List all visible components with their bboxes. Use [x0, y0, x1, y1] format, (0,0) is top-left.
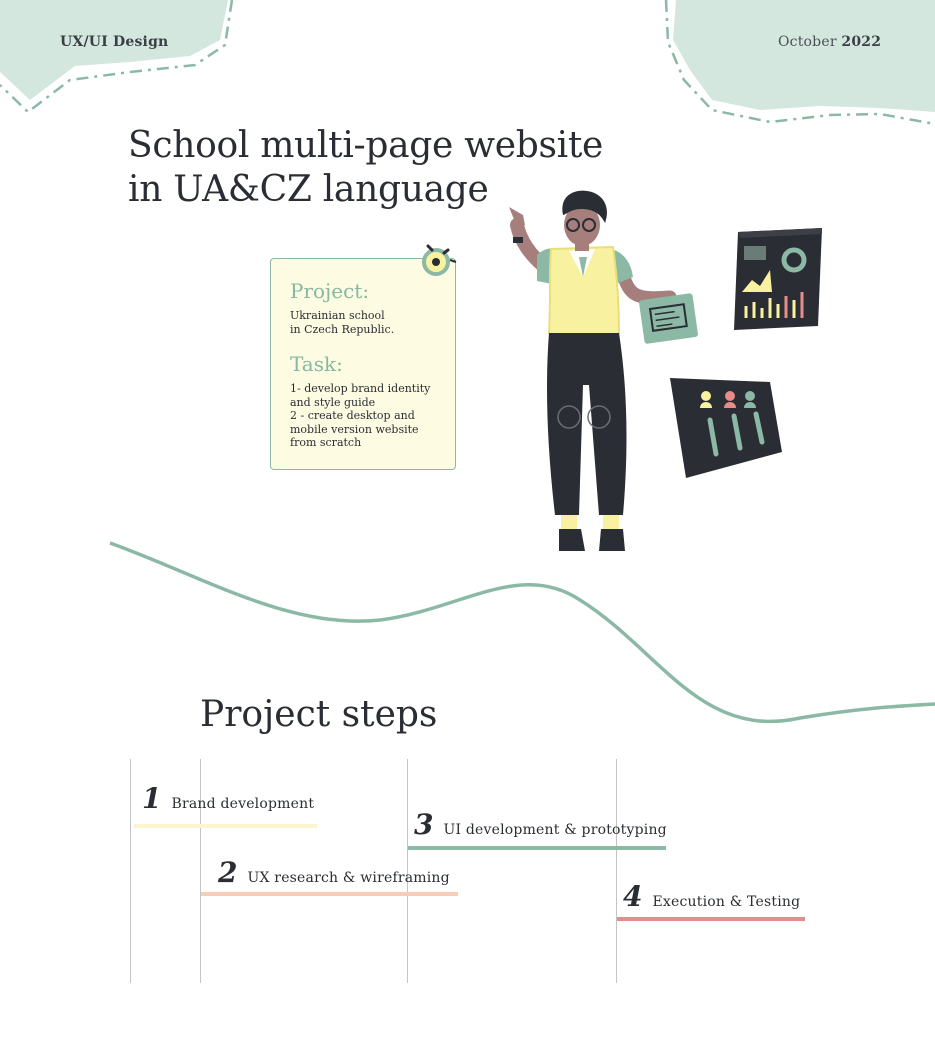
category-tag-text: UX/UI Design — [60, 34, 169, 50]
step-4-label: Execution & Testing — [652, 894, 801, 910]
project-description: Ukrainian school in Czech Republic. — [290, 309, 395, 336]
title-line-1: School multi-page website — [128, 125, 604, 166]
step-3-number: 3 — [414, 808, 434, 841]
steps-title: Project steps — [200, 694, 438, 735]
step-1-bar — [134, 824, 317, 828]
date-year: 2022 — [841, 34, 882, 50]
step-2 — [218, 856, 450, 889]
step-1-number: 1 — [142, 782, 162, 815]
step-1-label: Brand development — [171, 796, 315, 812]
step-1 — [142, 782, 314, 815]
top-left-blob — [0, 0, 228, 100]
timeline-gridline — [616, 759, 617, 983]
step-2-label: UX research & wireframing — [247, 870, 450, 886]
task-heading: Task: — [290, 352, 343, 376]
step-4 — [623, 880, 800, 913]
step-3-bar — [408, 846, 666, 850]
chart-screen-illustration — [730, 226, 826, 334]
category-tag — [60, 34, 168, 50]
top-right-blob — [673, 0, 935, 112]
step-3-label: UI development & prototyping — [443, 822, 667, 838]
step-4-bar — [617, 917, 805, 921]
step-4-number: 4 — [623, 880, 643, 913]
step-2-number: 2 — [218, 856, 238, 889]
alarm-clock-icon — [418, 240, 458, 280]
task-description: 1- develop brand identity and style guide 2 - create desktop and mobile version website from scratch — [290, 382, 431, 449]
step-3 — [414, 808, 667, 841]
person-illustration — [495, 185, 710, 557]
date-tag — [778, 34, 881, 50]
project-card — [270, 258, 456, 470]
date-month: October — [778, 34, 837, 50]
step-2-bar — [201, 892, 458, 896]
project-heading: Project: — [290, 279, 370, 303]
title-line-2: in UA&CZ language — [128, 169, 489, 210]
timeline-gridline — [130, 759, 131, 983]
sliders-screen-illustration — [666, 374, 784, 480]
